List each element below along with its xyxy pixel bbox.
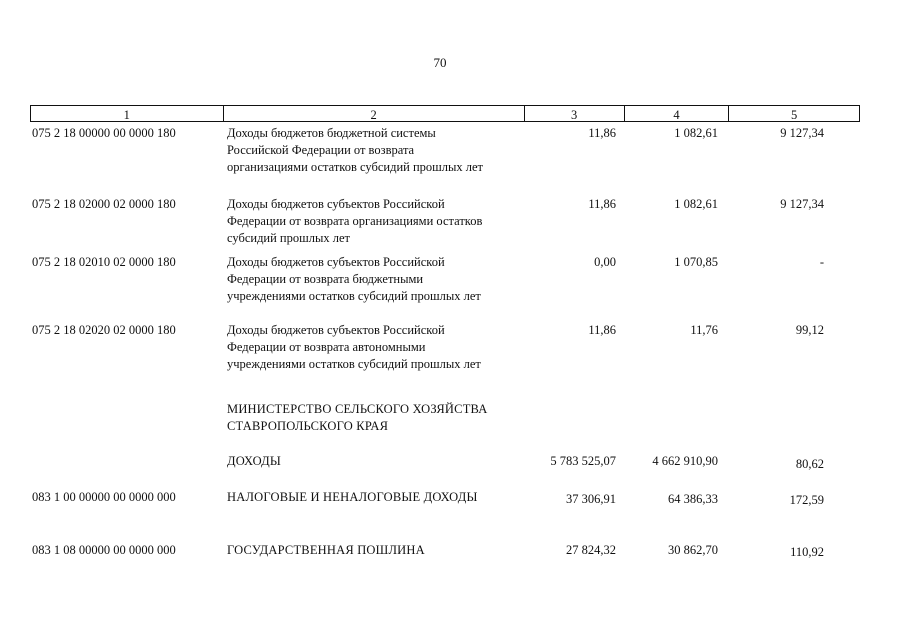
row-description: Доходы бюджетов бюджетной системы Российской Федерации от возврата организациями остатков субсидий прошлых лет (227, 126, 484, 174)
header-col-5: 5 (791, 108, 798, 122)
header-col-3: 3 (525, 106, 625, 121)
table-header (30, 105, 860, 122)
row-value-col4: 1 070,85 (674, 255, 718, 269)
row-description: Доходы бюджетов субъектов Российской Федерации от возврата бюджетными учреждениями остатков субсидий прошлых лет (227, 255, 481, 303)
row-value-col5: 172,59 (789, 493, 824, 507)
row-value-col4: 64 386,33 (668, 492, 718, 506)
row-code: 075 2 18 02010 02 0000 180 (32, 255, 176, 269)
row-value-col3: 27 824,32 (566, 543, 616, 557)
row-value-col3: 11,86 (588, 323, 616, 337)
row-code: 075 2 18 02020 02 0000 180 (32, 323, 176, 337)
row-description: НАЛОГОВЫЕ И НЕНАЛОГОВЫЕ ДОХОДЫ (227, 490, 478, 504)
header-col-1: 1 (31, 106, 224, 121)
row-description: ДОХОДЫ (227, 454, 282, 468)
row-code: 083 1 00 00000 00 0000 000 (32, 490, 176, 504)
page-number: 70 (433, 55, 447, 70)
row-value-col5: 9 127,34 (780, 126, 824, 140)
row-description: Доходы бюджетов субъектов Российской Федерации от возврата организациями остатков субсидий прошлых лет (227, 197, 483, 245)
row-description: ГОСУДАРСТВЕННАЯ ПОШЛИНА (227, 543, 425, 557)
row-value-col4: 1 082,61 (674, 126, 718, 140)
row-value-col4: 4 662 910,90 (652, 454, 718, 468)
row-value-col4: 11,76 (690, 323, 718, 337)
row-code: 083 1 08 00000 00 0000 000 (32, 543, 176, 557)
header-col-4: 4 (625, 106, 730, 121)
row-description: Доходы бюджетов субъектов Российской Федерации от возврата автономными учреждениями остатков субсидий прошлых лет (227, 323, 481, 371)
row-value-col3: 11,86 (588, 197, 616, 211)
section-heading: МИНИСТЕРСТВО СЕЛЬСКОГО ХОЗЯЙСТВА СТАВРОПОЛЬСКОГО КРАЯ (227, 402, 488, 433)
row-value-col5: 110,92 (790, 545, 824, 559)
row-value-col5: 9 127,34 (780, 197, 824, 211)
row-value-col3: 0,00 (594, 255, 616, 269)
row-value-col3: 11,86 (588, 126, 616, 140)
row-value-col5: 99,12 (795, 323, 824, 337)
row-value-col5: - (819, 255, 824, 269)
row-code: 075 2 18 02000 02 0000 180 (32, 197, 176, 211)
row-value-col4: 1 082,61 (674, 197, 718, 211)
row-value-col4: 30 862,70 (668, 543, 718, 557)
row-code: 075 2 18 00000 00 0000 180 (32, 126, 176, 140)
header-col-2: 2 (224, 106, 525, 121)
row-value-col3: 5 783 525,07 (550, 454, 616, 468)
row-value-col5: 80,62 (795, 457, 824, 471)
row-value-col3: 37 306,91 (566, 492, 616, 506)
